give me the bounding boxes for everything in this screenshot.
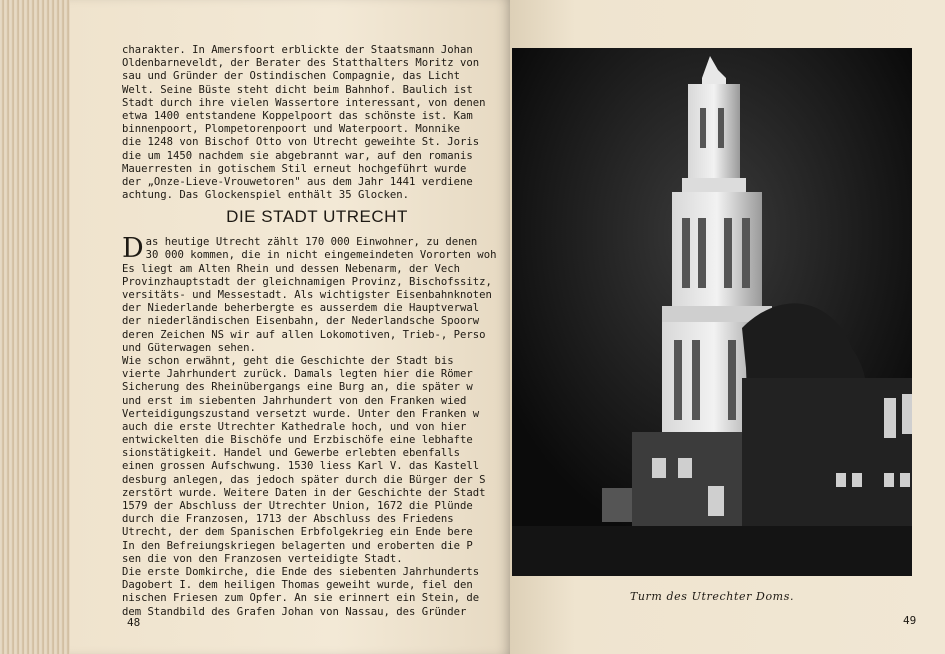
text-line: versitäts- und Messestadt. Als wichtigster Eisenbahnknoten bbox=[122, 289, 492, 302]
text-line: Dagobert I. dem heiligen Thomas geweiht wurde, fiel den bbox=[122, 579, 473, 592]
dom-tower-photo bbox=[512, 48, 912, 576]
page-number-right: 49 bbox=[903, 614, 917, 627]
text-line: einen grossen Aufschwung. 1530 liess Karl V. das Kastell bbox=[122, 460, 480, 473]
text-line: sen die von den Franzosen verteidigte Stadt. bbox=[122, 552, 403, 565]
text-line: Verteidigungszustand versetzt wurde. Unter den Franken w bbox=[122, 407, 480, 420]
text-line: vierte Jahrhundert zurück. Damals legten hier die Römer bbox=[122, 368, 473, 381]
text-line: etwa 1400 entstandene Koppelpoort das schönste ist. Kam bbox=[122, 109, 473, 122]
text-line: nischen Friesen zum Opfer. An sie erinnert ein Stein, de bbox=[122, 592, 480, 605]
text-line: und erst im siebenten Jahrhundert von den Franken wied bbox=[122, 394, 467, 407]
chapter-title: DIE STADT UTRECHT bbox=[226, 207, 408, 227]
text-line: der Niederlande beherbergte es ausserdem die Hauptverwal bbox=[122, 302, 480, 315]
text-line: zerstört wurde. Weitere Daten in der Geschichte der Stadt bbox=[122, 486, 486, 499]
dropcap: D bbox=[122, 233, 144, 265]
text-line: Es liegt am Alten Rhein und dessen Nebenarm, der Vech bbox=[122, 262, 461, 275]
dom-tower-night-illustration bbox=[512, 48, 912, 576]
text-line: 1579 der Abschluss der Utrechter Union, 1672 die Plünde bbox=[122, 500, 473, 513]
photo-caption: Turm des Utrechter Doms. bbox=[629, 590, 795, 603]
text-line: Sicherung des Rheinübergangs eine Burg an, die später w bbox=[122, 381, 473, 394]
page-number-left: 48 bbox=[127, 616, 141, 629]
text-line: desburg anlegen, das jedoch später durch die Bürger der S bbox=[122, 473, 486, 486]
text-line: der „Onze-Lieve-Vrouwetoren" aus dem Jahr 1441 verdiene bbox=[122, 175, 473, 188]
text-line: der niederländischen Eisenbahn, der Nederlandsche Spoorw bbox=[122, 315, 480, 328]
text-line: Wie schon erwähnt, geht die Geschichte der Stadt bis bbox=[122, 354, 454, 367]
text-line: binnenpoort, Plompetorenpoort und Waterpoort. Monnike bbox=[122, 123, 461, 136]
main-paragraph bbox=[122, 233, 522, 618]
text-line: auch die erste Utrechter Kathedrale hoch, und von hier bbox=[122, 420, 467, 433]
text-line: Oldenbarneveldt, der Berater des Statthalters Moritz von bbox=[122, 57, 480, 70]
text-line: achtung. Das Glockenspiel enthält 35 Glocken. bbox=[122, 189, 410, 202]
text-line: Welt. Seine Büste steht dicht beim Bahnhof. Baulich ist bbox=[122, 83, 473, 96]
text-line: sionstätigkeit. Handel und Gewerbe erlebten ebenfalls bbox=[122, 447, 461, 460]
text-line: dem Standbild des Grafen Johan von Nassau, des Gründer bbox=[122, 605, 467, 618]
left-page-text bbox=[122, 44, 522, 619]
text-line: Die erste Domkirche, die Ende des siebenten Jahrhunderts bbox=[122, 565, 480, 578]
text-line: und Güterwagen sehen. bbox=[122, 341, 256, 354]
text-line: In den Befreiungskriegen belagerten und eroberten die P bbox=[122, 539, 473, 552]
text-line: deren Zeichen NS wir auf allen Lokomotiven, Trieb-, Perso bbox=[122, 328, 486, 341]
text-line: die um 1450 nachdem sie abgebrannt war, auf den romanis bbox=[122, 149, 473, 162]
text-line: 30 000 kommen, die in nicht eingemeindeten Vororten woh bbox=[145, 249, 497, 262]
text-line: entwickelten die Bischöfe und Erzbischöfe eine lebhafte bbox=[122, 434, 473, 447]
text-line: as heutige Utrecht zählt 170 000 Einwohner, zu denen bbox=[145, 236, 478, 249]
text-line: Utrecht, der dem Spanischen Erbfolgekrieg ein Ende bere bbox=[122, 526, 473, 539]
text-line: sau und Gründer der Ostindischen Compagnie, das Licht bbox=[122, 70, 461, 83]
intro-paragraph bbox=[122, 44, 522, 202]
text-line: Stadt durch ihre vielen Wassertore interessant, von denen bbox=[122, 96, 486, 109]
book-page-edges bbox=[0, 0, 78, 654]
text-line: charakter. In Amersfoort erblickte der Staatsmann Johan bbox=[122, 44, 473, 56]
text-line: Mauerresten in gotischem Stil erneut hochgeführt wurde bbox=[122, 162, 467, 175]
text-line: die 1248 von Bischof Otto von Utrecht geweihte St. Joris bbox=[122, 136, 480, 149]
text-line: durch die Franzosen, 1713 der Abschluss des Friedens bbox=[122, 513, 454, 526]
text-line: Provinzhauptstadt der gleichnamigen Provinz, Bischofssitz, bbox=[122, 275, 492, 288]
